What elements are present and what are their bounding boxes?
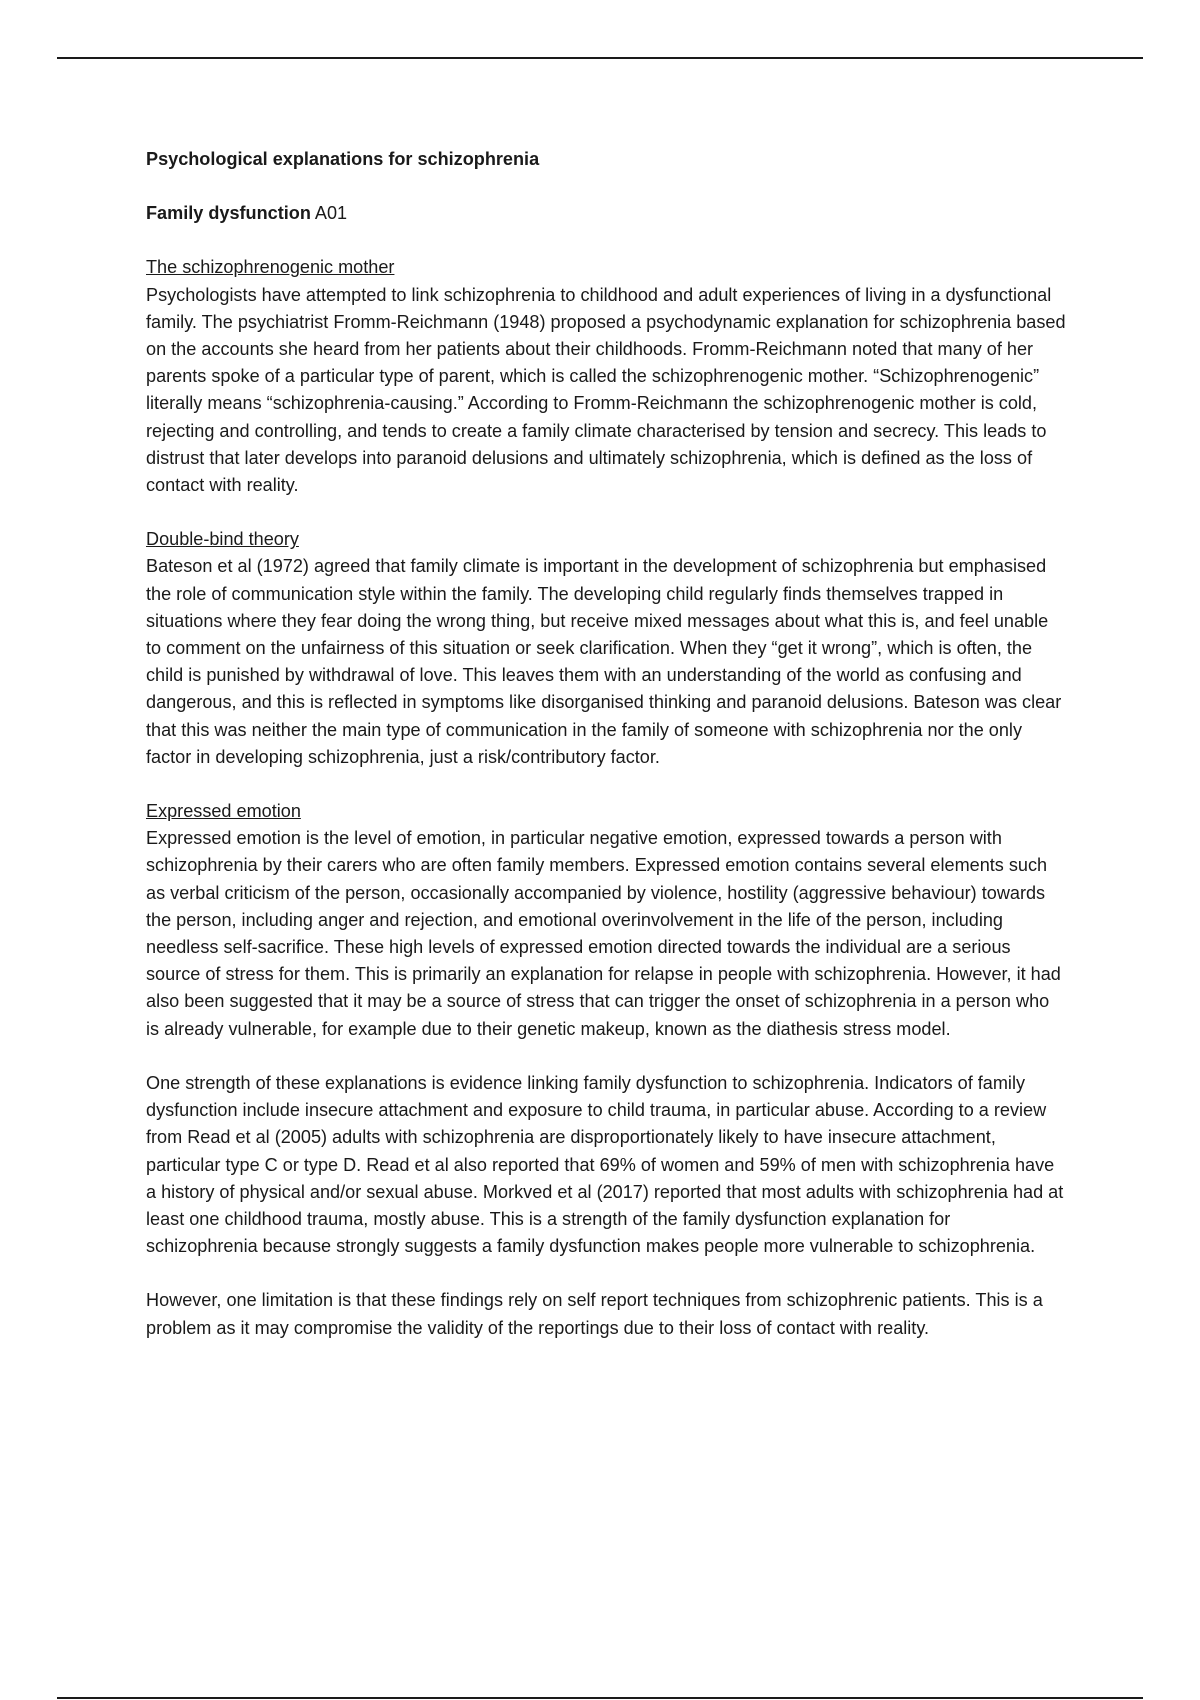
section-heading: Expressed emotion bbox=[146, 801, 301, 822]
subtitle-label: Family dysfunction bbox=[146, 203, 311, 224]
section-expressed-emotion bbox=[146, 798, 1066, 1043]
section-heading: Double-bind theory bbox=[146, 529, 299, 550]
subtitle-tag: A01 bbox=[314, 203, 348, 224]
paragraph: One strength of these explanations is evidence linking family dysfunction to schizophrenia. Indicators of family dysfunction include insecure attachment and exposure to child trauma, in particular abuse. According to a review from Read et al (2005) adults with schizophrenia are disproportionately likely to have insecure attachment, particular type C or type D. Read et al also reported that 69% of women and 59% of men with schizophrenia have a history of physical and/or sexual abuse. Morkved et al (2017) reported that most adults with schizophrenia had at least one childhood trauma, mostly abuse. This is a strength of the family dysfunction explanation for schizophrenia because strongly suggests a family dysfunction makes people more vulnerable to schizophrenia. bbox=[146, 1072, 1064, 1257]
document-subtitle bbox=[146, 200, 1066, 227]
section-schizophrenogenic-mother bbox=[146, 254, 1066, 499]
document-page bbox=[146, 146, 1066, 1369]
section-body: Expressed emotion is the level of emotion, in particular negative emotion, expressed towards a person with schizophrenia by their carers who are often family members. Expressed emotion contains several elements such as verbal criticism of the person, occasionally accompanied by violence, hostility (aggressive behaviour) towards the person, including anger and rejection, and emotional overinvolvement in the life of the person, including needless self-sacrifice. These high levels of expressed emotion directed towards the individual are a serious source of stress for them. This is primarily an explanation for relapse in people with schizophrenia. However, it had also been suggested that it may be a source of stress that can trigger the onset of schizophrenia in a person who is already vulnerable, for example due to their genetic makeup, known as the diathesis stress model. bbox=[146, 828, 1061, 1039]
section-heading: The schizophrenogenic mother bbox=[146, 257, 395, 278]
evaluation-strength bbox=[146, 1070, 1066, 1260]
section-body: Bateson et al (1972) agreed that family climate is important in the development of schizophrenia but emphasised the role of communication style within the family. The developing child regularly finds themselves trapped in situations where they fear doing the wrong thing, but receive mixed messages about what this is, and feel unable to comment on the unfairness of this situation or seek clarification. When they “get it wrong”, which is often, the child is punished by withdrawal of love. This leaves them with an understanding of the world as confusing and dangerous, and this is reflected in symptoms like disorganised thinking and paranoid delusions. Bateson was clear that this was neither the main type of communication in the family of someone with schizophrenia nor the only factor in developing schizophrenia, just a risk/contributory factor. bbox=[146, 556, 1062, 767]
section-body: Psychologists have attempted to link schizophrenia to childhood and adult experiences of living in a dysfunctional family. The psychiatrist Fromm-Reichmann (1948) proposed a psychodynamic explanation for schizophrenia based on the accounts she heard from her patients about their childhoods. Fromm-Reichmann noted that many of her parents spoke of a particular type of parent, which is called the schizophrenogenic mother. “Schizophrenogenic” literally means “schizophrenia-causing.” According to Fromm-Reichmann the schizophrenogenic mother is cold, rejecting and controlling, and tends to create a family climate characterised by tension and secrecy. This leads to distrust that later develops into paranoid delusions and ultimately schizophrenia, which is defined as the loss of contact with reality. bbox=[146, 284, 1066, 496]
evaluation-limitation bbox=[146, 1287, 1066, 1341]
document-title: Psychological explanations for schizophrenia bbox=[146, 149, 540, 169]
footer-rule bbox=[57, 1697, 1143, 1699]
paragraph: However, one limitation is that these findings rely on self report techniques from schizophrenic patients. This is a problem as it may compromise the validity of the reportings due to their loss of contact with reality. bbox=[146, 1290, 1043, 1338]
header-rule bbox=[57, 57, 1143, 59]
section-double-bind-theory bbox=[146, 526, 1066, 771]
